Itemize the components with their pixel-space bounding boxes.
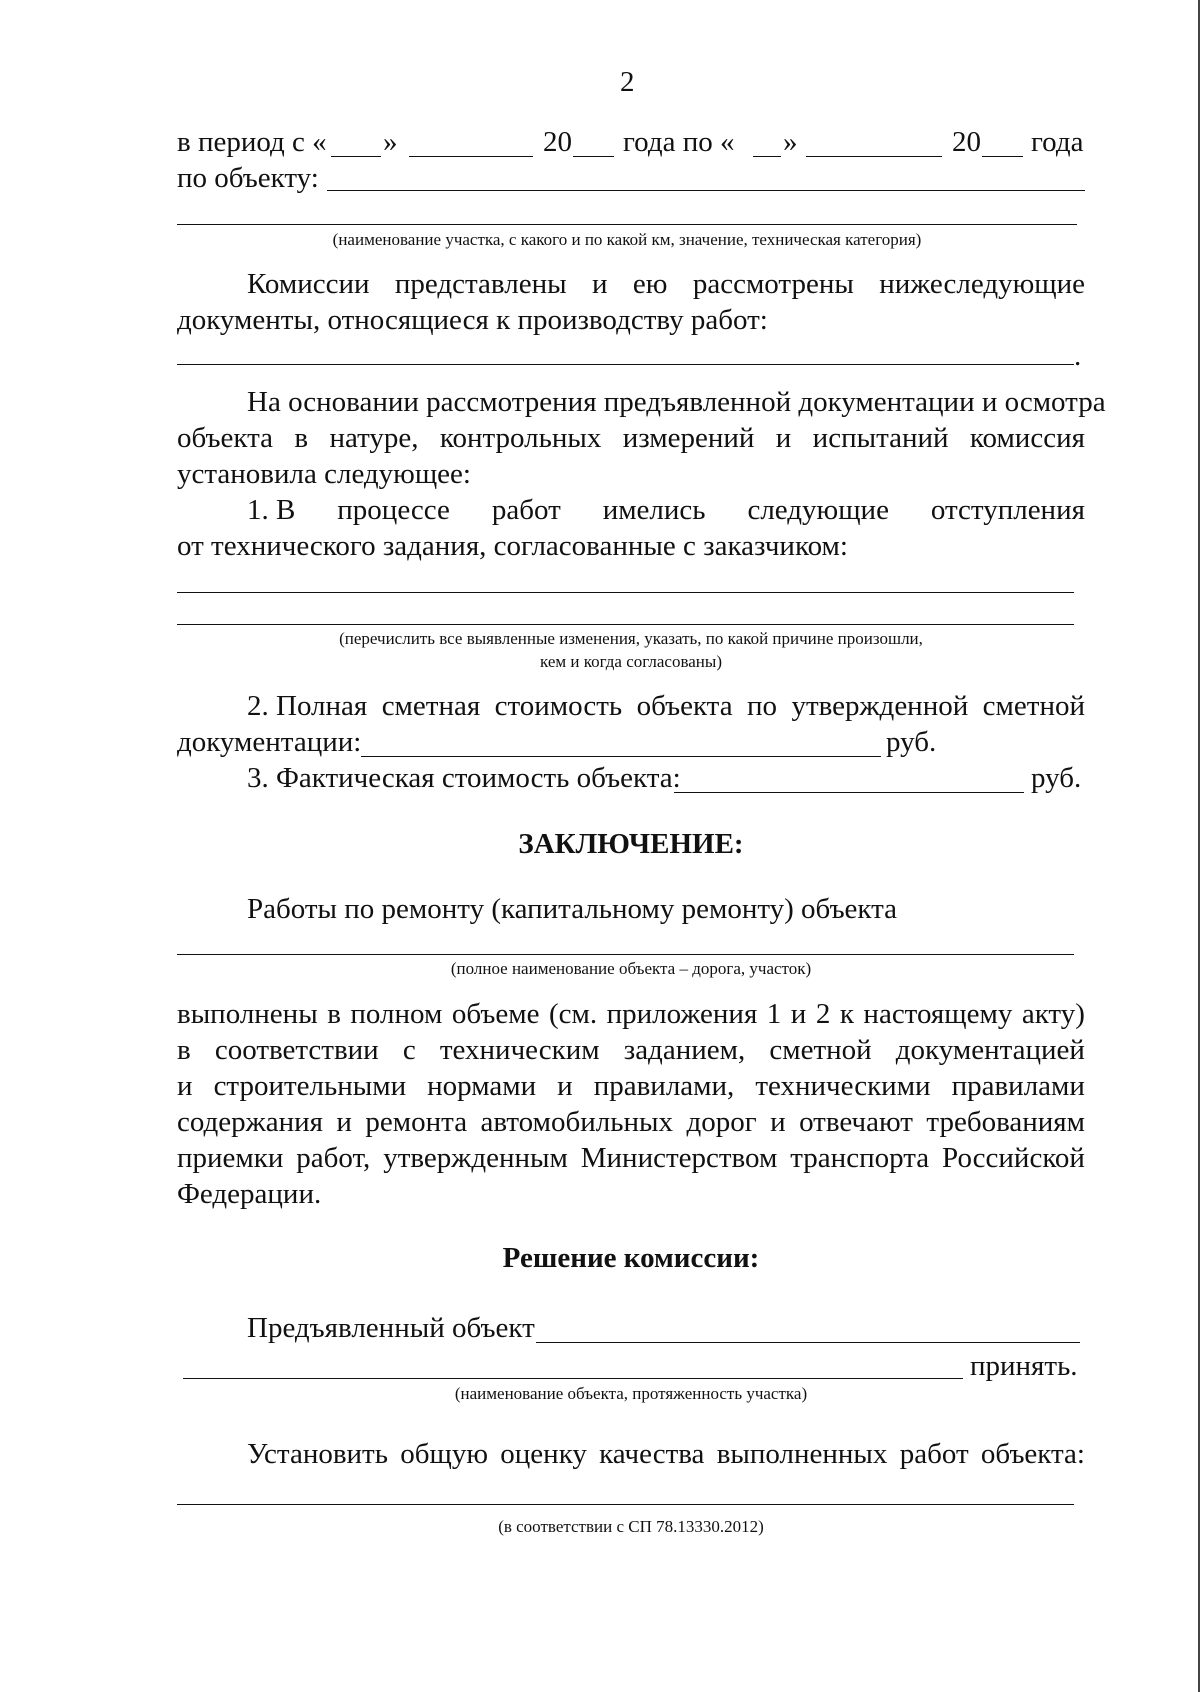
decision-object-label: Предъявленный объект [247,1312,535,1344]
word: приложения [606,998,758,1030]
word: настоящему [863,998,1013,1030]
word: техническими [755,1070,931,1102]
period-end-year-blank [982,156,1023,157]
item3-currency: руб. [1031,762,1082,794]
word: в [327,998,341,1030]
word: Российской [942,1142,1085,1174]
word: отступления [930,494,1085,526]
word: объекта [177,422,274,454]
word: и [790,998,807,1030]
item2-label: документации: [177,726,362,758]
period-end-year-prefix: 20 [952,126,981,158]
docs-end-dot: . [1074,340,1082,372]
decision-accept: принять. [970,1350,1078,1382]
word: Министерством [580,1142,778,1174]
word: и [336,1106,352,1138]
word: контрольных [439,422,602,454]
word: правилами, [593,1070,735,1102]
word: общую [400,1438,488,1470]
docs-line-2: документы, относящиеся к производству работ: [177,304,768,336]
word: комиссия [969,422,1085,454]
period-start-year-prefix: 20 [543,126,572,158]
conclusion-line-5 [177,1140,1085,1176]
item1-caption-line-2: кем и когда согласованы) [540,652,722,671]
word: приемки [177,1142,284,1174]
period-end-day-blank [753,156,781,157]
word: сметная [381,690,481,722]
decision-caption: (наименование объекта, протяженность участка) [454,1384,808,1403]
conclusion-line-3 [177,1068,1085,1104]
decision-object-blank-2 [183,1378,963,1379]
word: акту) [1021,998,1085,1030]
word: Комиссии [247,268,370,300]
period-year-word: года [1031,126,1084,158]
object-label: по объекту: [177,162,319,194]
word: полном [350,998,443,1030]
conclusion-line-2 [177,1032,1085,1068]
word: выполнены [177,998,318,1030]
quality-line [247,1436,1085,1472]
word: в [177,1034,191,1066]
docs-line-1 [247,266,1085,302]
word: следующие [747,494,889,526]
word: (см. [548,998,598,1030]
conclusion-caption: (полное наименование объекта – дорога, участок) [450,959,812,978]
quality-blank [177,1504,1074,1505]
word: соответствии [214,1034,379,1066]
word: в [294,422,309,454]
period-prefix: в период с « [177,126,327,158]
conclusion-line-4 [177,1104,1085,1140]
basis-line-2 [177,420,1085,456]
conclusion-heading: ЗАКЛЮЧЕНИЕ: [518,828,744,860]
word: заданием, [623,1034,746,1066]
item1-caption-line-1: (перечислить все выявленные изменения, указать, по какой причине произошли, [339,629,923,648]
word: рассмотрены [692,268,854,300]
word: процессе [337,494,450,526]
word: нормами [427,1070,537,1102]
item1-line-2: от технического задания, согласованные с заказчиком: [177,530,848,562]
word: дорог [686,1106,757,1138]
word: 1 [766,998,782,1030]
word: работ, [296,1142,371,1174]
word: автомобильных [480,1106,673,1138]
conclusion-object-blank [177,954,1074,955]
word: ремонта [365,1106,468,1138]
word: транспорта [790,1142,930,1174]
basis-line-3: установила следующее: [177,458,471,490]
item3-label: 3. Фактическая стоимость объекта: [247,762,681,794]
period-start-day-blank [331,156,381,157]
word: имелись [602,494,706,526]
word: с [402,1034,416,1066]
docs-blank [177,364,1074,365]
period-end-month-blank [806,156,942,157]
word: натуре, [329,422,419,454]
section-blank [177,224,1077,225]
quality-caption: (в соответствии с СП 78.13330.2012) [498,1517,764,1536]
item1-line-1 [247,492,1085,528]
word: содержания [177,1106,323,1138]
object-blank [327,190,1085,191]
word: 2 [815,998,831,1030]
word: выполненных [716,1438,888,1470]
word: 1. В [247,494,296,526]
word: техническим [439,1034,600,1066]
item3-amount-blank [674,792,1024,793]
word: измерений [622,422,755,454]
word: объеме [451,998,540,1030]
word: объекта: [980,1438,1085,1470]
period-start-month-blank [409,156,533,157]
word: утвержденным [383,1142,568,1174]
word: по [747,690,778,722]
word: утвержденной [791,690,969,722]
period-start-quote-close: » [383,126,398,158]
word: сметной [982,690,1085,722]
decision-heading: Решение комиссии: [502,1242,760,1274]
word: к [839,998,854,1030]
period-to-label: года по « [623,126,735,158]
word: объекта [636,690,733,722]
conclusion-line-1 [177,996,1085,1032]
word: требованиям [926,1106,1085,1138]
word: работ [491,494,561,526]
item1-blank-1 [177,592,1074,593]
word: документацией [895,1034,1085,1066]
item2-amount-blank [361,756,881,757]
word: сметной [769,1034,872,1066]
word: Установить [247,1438,388,1470]
word: нижеследующие [879,268,1085,300]
word: ею [632,268,668,300]
word: и [770,1106,786,1138]
page-number: 2 [620,66,635,98]
word: отвечают [799,1106,913,1138]
section-caption: (наименование участка, с какого и по какой км, значение, техническая категория) [332,230,922,249]
word: 2. Полная [247,690,368,722]
period-start-year-blank [573,156,614,157]
word: качества [599,1438,705,1470]
word: и [591,268,608,300]
word: испытаний [812,422,949,454]
basis-line-1: На основании рассмотрения предъявленной документации и осмотра [247,386,1106,418]
conclusion-intro: Работы по ремонту (капитальному ремонту) объекта [247,893,898,925]
period-end-quote-close: » [783,126,798,158]
item2-line-1 [247,688,1085,724]
word: правилами [951,1070,1085,1102]
word: представлены [394,268,567,300]
conclusion-line-6: Федерации. [177,1178,322,1210]
decision-object-blank-1 [536,1342,1080,1343]
item1-blank-2 [177,624,1074,625]
word: строительными [213,1070,407,1102]
word: и [775,422,792,454]
word: оценку [500,1438,587,1470]
word: и [557,1070,573,1102]
word: работ [899,1438,969,1470]
word: стоимость [494,690,623,722]
item2-currency: руб. [886,726,937,758]
word: и [177,1070,193,1102]
